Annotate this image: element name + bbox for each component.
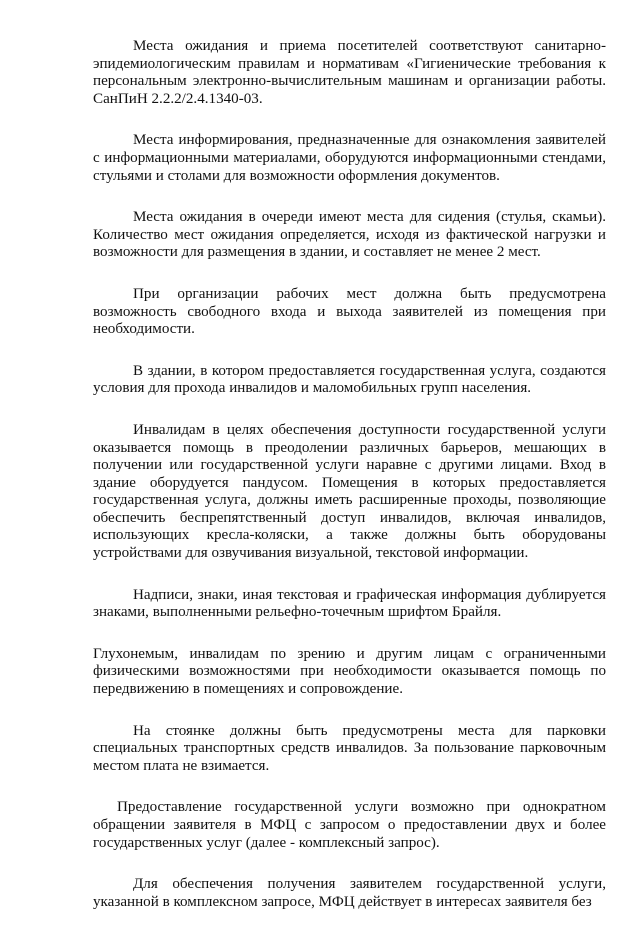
paragraph-mfc-acting: Для обеспечения получения заявителем государственной услуги, указанной в комплексном запросе, МФЦ действует в интересах заявителя без: [93, 876, 606, 910]
paragraph-waiting-areas-sanitary: Места ожидания и приема посетителей соответствуют санитарно-эпидемиологическим правилам и нормативам «Гигиенические требования к персональным электронно-вычислительным машинам и организации работы. СанПиН 2.2.2/2.4.1340-03.: [93, 38, 606, 107]
paragraph-braille-signage: Надписи, знаки, иная текстовая и графическая информация дублируется знаками, выполненными рельефно-точечным шрифтом Брайля.: [93, 586, 606, 621]
paragraph-queue-seating: Места ожидания в очереди имеют места для сидения (стулья, скамьи). Количество мест ожидания определяется, исходя из фактической нагрузки и возможности для размещения в здании, и составляет не менее 2 мест.: [93, 209, 606, 261]
paragraph-workplace-access: При организации рабочих мест должна быть предусмотрена возможность свободного входа и выхода заявителей из помещения при необходимости.: [93, 285, 606, 338]
paragraph-information-areas: Места информирования, предназначенные для ознакомления заявителей с информационными материалами, оборудуются информационными стендами, стульями и столами для возможности оформления документов.: [93, 132, 606, 184]
paragraph-building-accessibility: В здании, в котором предоставляется государственная услуга, создаются условия для прохода инвалидов и маломобильных групп населения.: [93, 362, 606, 397]
document-body: [93, 38, 606, 935]
paragraph-parking: На стоянке должны быть предусмотрены места для парковки специальных транспортных средств инвалидов. За пользование парковочным местом плата не взимается.: [93, 722, 606, 774]
paragraph-escort-assistance: Глухонемым, инвалидам по зрению и другим лицам с ограниченными физическими возможностями при необходимости оказывается помощь по передвижению в помещениях и сопровождение.: [93, 645, 606, 698]
paragraph-complex-request: Предоставление государственной услуги возможно при однократном обращении заявителя в МФЦ с запросом о предоставлении двух и более государственных услуг (далее - комплексный запрос).: [93, 799, 606, 851]
paragraph-disabled-assistance: Инвалидам в целях обеспечения доступности государственной услуги оказывается помощь в преодолении различных барьеров, мешающих в получении или государственной услуги наравне с другими лицами. Вход в здание оборудуется пандусом. Помещения в которых предоставляется государственная услуга, должны иметь расширенные проходы, позволяющие обеспечить беспрепятственный доступ инвалидов, включая инвалидов, использующих кресла-коляски, а также должны быть оборудованы устройствами для озвучивания визуальной, текстовой информации.: [93, 421, 606, 562]
